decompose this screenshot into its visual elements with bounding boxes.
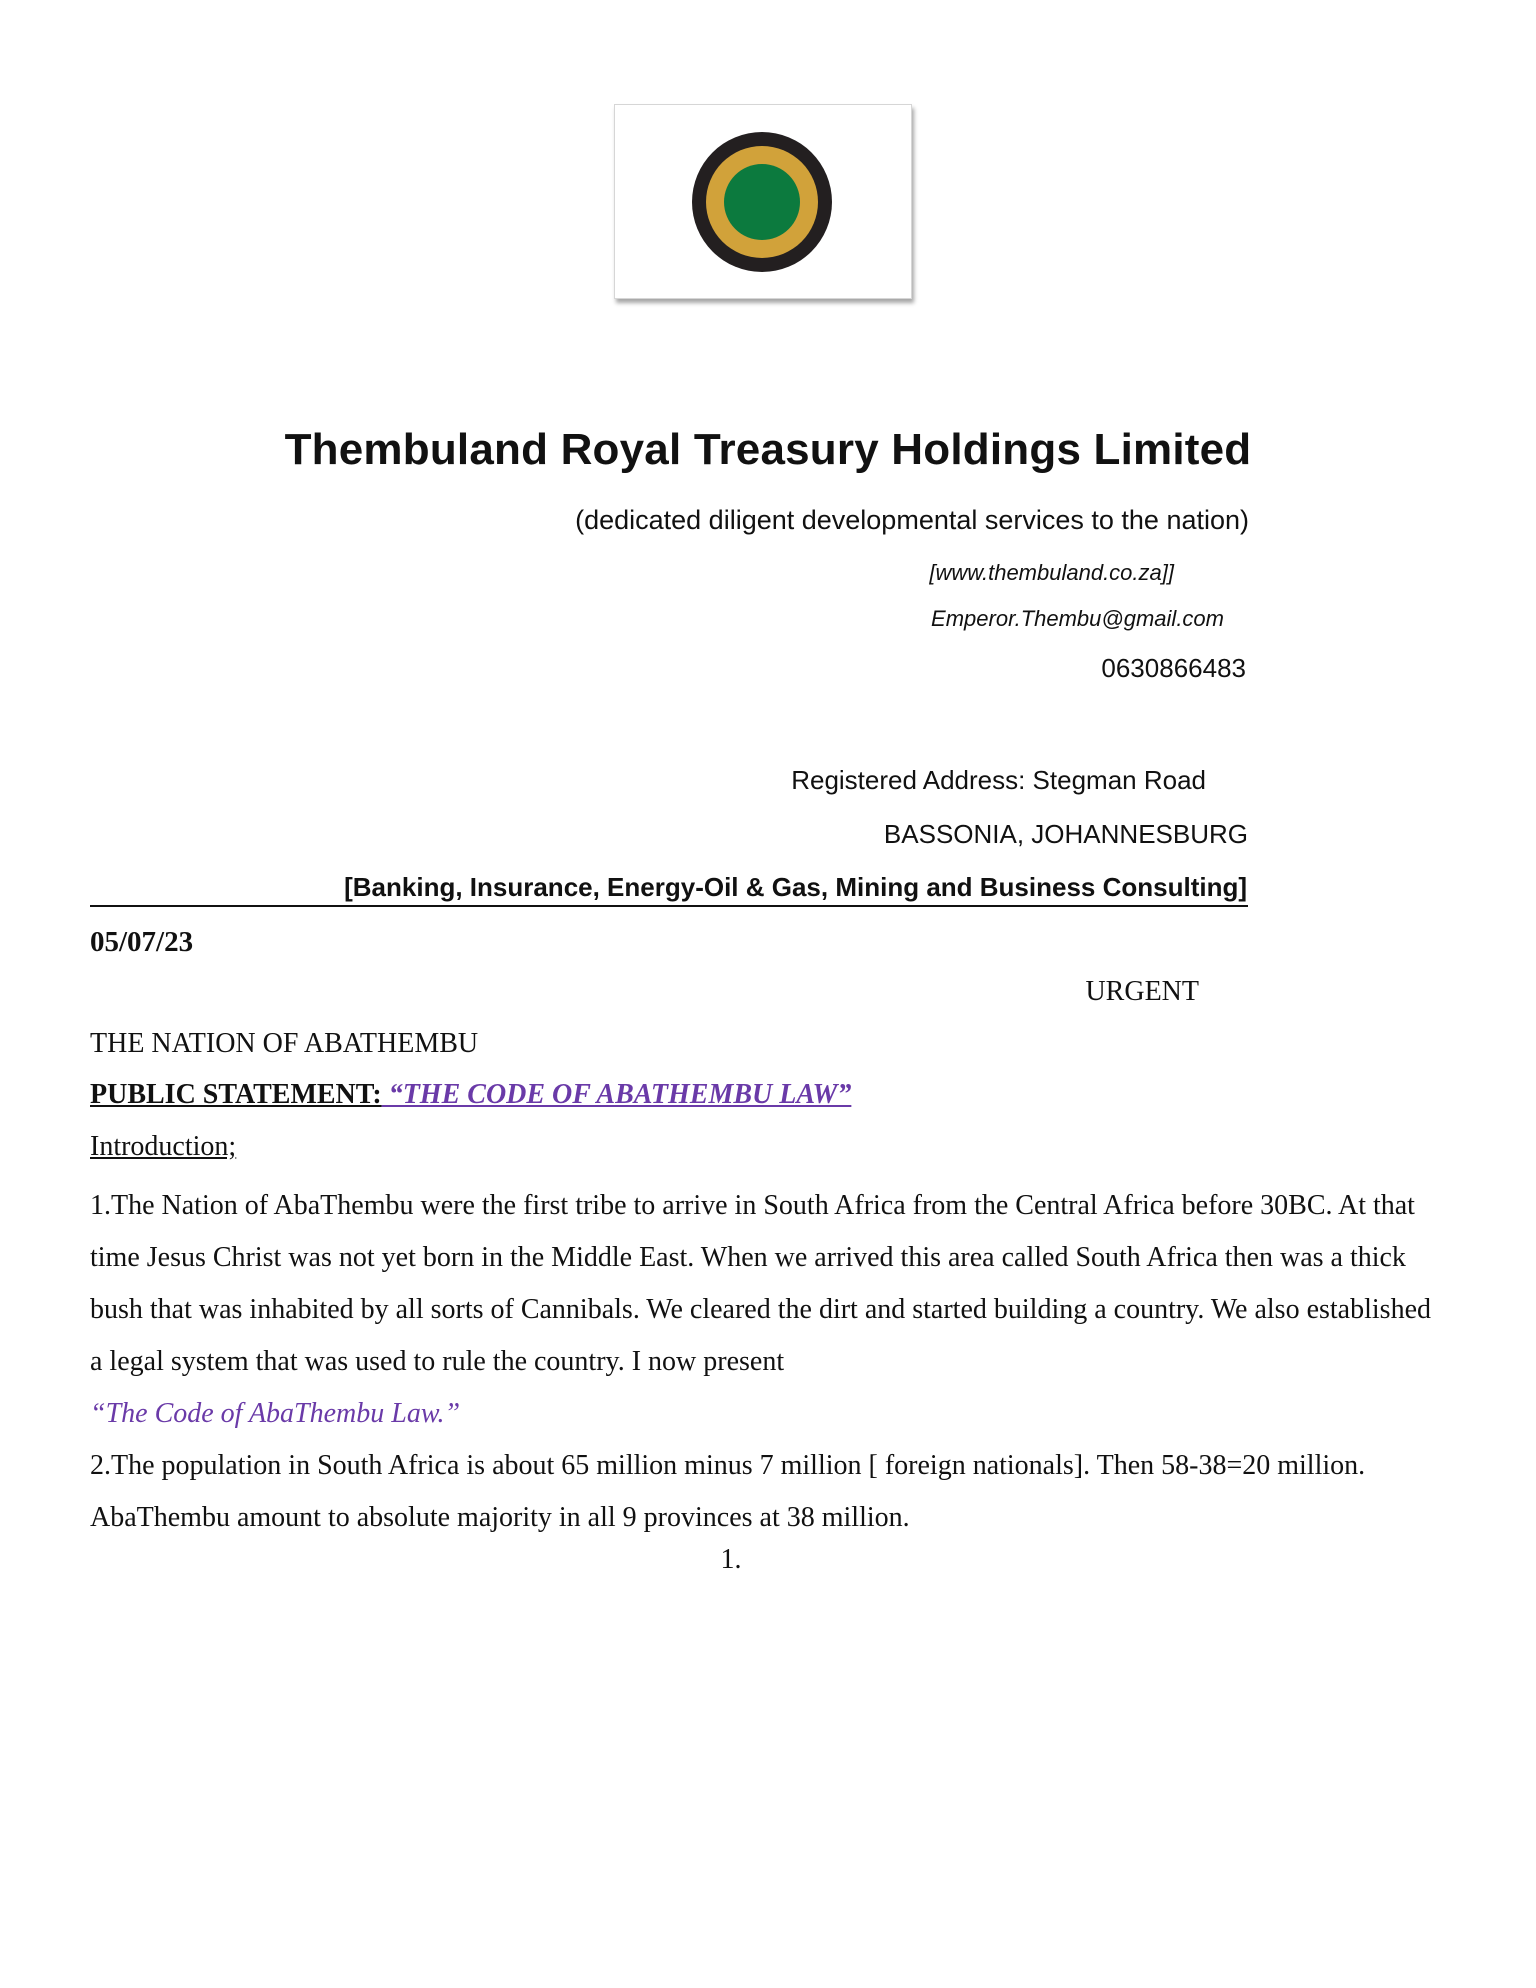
page-number: 1. <box>720 1544 742 1575</box>
company-website: [www.thembuland.co.za]] <box>929 560 1174 585</box>
company-email: Emperor.Thembu@gmail.com <box>931 606 1224 631</box>
company-name: Thembuland Royal Treasury Holdings Limited <box>284 425 1252 474</box>
intro-heading: Introduction; <box>90 1131 237 1162</box>
paragraph-2: 2.The population in South Africa is about 65 million minus 7 million [ foreign nationals]. Then 58-38=20 million. AbaThembu amount to absolute majority in all 9 provinces at 38 million. <box>90 1450 1366 1533</box>
company-phone: 0630866483 <box>1101 653 1246 683</box>
letter-body <box>90 1180 1450 1544</box>
company-tagline: (dedicated diligent developmental services to the nation) <box>575 505 1249 535</box>
registered-address: Registered Address: Stegman Road <box>791 765 1206 795</box>
statement-heading <box>90 1079 851 1111</box>
letter-date: 05/07/23 <box>90 926 194 958</box>
addressee: THE NATION OF ABATHEMBU <box>90 1028 479 1059</box>
paragraph-1: 1.The Nation of AbaThembu were the first tribe to arrive in South Africa from the Central Africa before 30BC. At that time Jesus Christ was not yet born in the Middle East. When we arrived this area called South Africa then was a thick bush that was inhabited by all sorts of Cannibals. We cleared the dirt and started building a country. We also established a legal system that was used to rule the country. I now present <box>90 1190 1431 1377</box>
company-logo <box>614 104 912 299</box>
business-sectors: [Banking, Insurance, Energy-Oil & Gas, Mining and Business Consulting] <box>344 872 1247 902</box>
statement-title: “THE CODE OF ABATHEMBU LAW” <box>381 1079 852 1110</box>
logo-rings-icon <box>615 105 911 298</box>
header-divider <box>90 905 1248 907</box>
statement-label: PUBLIC STATEMENT: <box>90 1079 382 1110</box>
address-city: BASSONIA, JOHANNESBURG <box>883 819 1248 849</box>
code-quote: “The Code of AbaThembu Law.” <box>90 1398 461 1429</box>
urgency-label: URGENT <box>1085 976 1199 1007</box>
